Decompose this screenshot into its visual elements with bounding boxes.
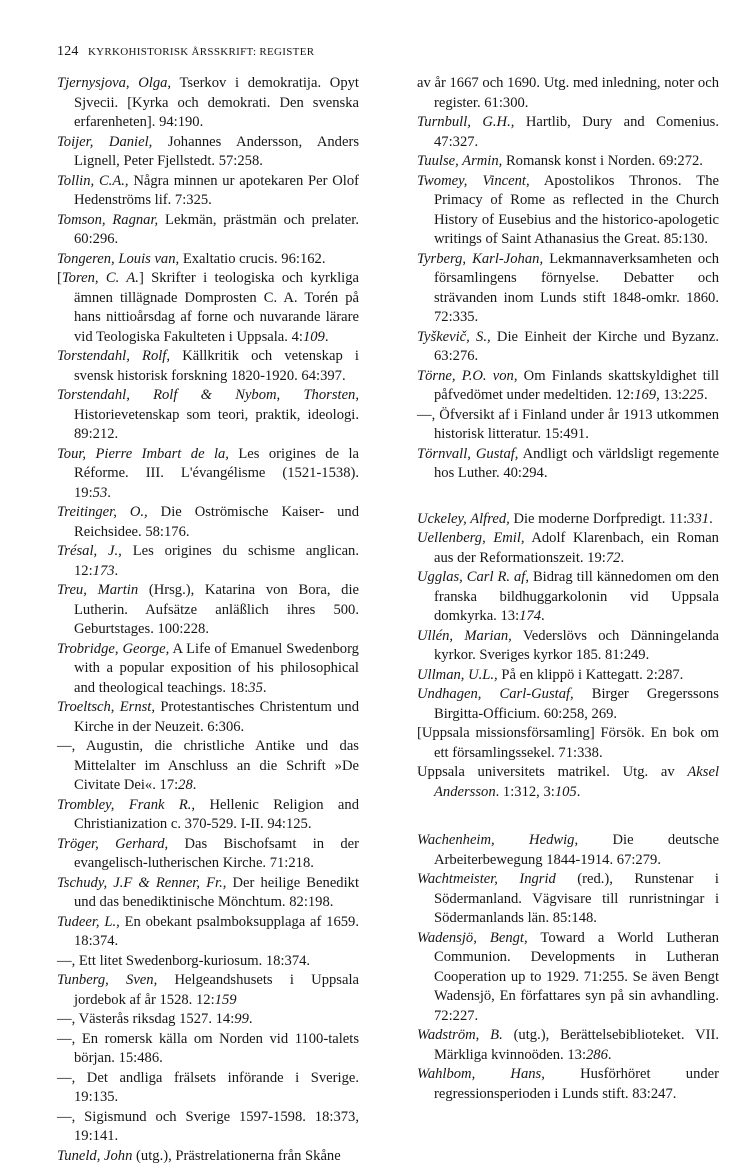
entry-text: —, Augustin, die christliche Antike und das Mittelalter im Anschluss an die Schrift »De Civitate Dei«. 17: [57, 738, 359, 793]
right-column [417, 74, 719, 1104]
index-entry [57, 698, 359, 737]
entry-ref-it: 28 [178, 777, 193, 793]
entry-name: Wachenheim, Hedwig, [417, 832, 578, 848]
entry-name: Torstendahl, Rolf & Nybom, Thorsten, [57, 387, 359, 403]
entry-name: Treitinger, O., [57, 504, 148, 520]
entry-ref-it: Aksel Andersson [434, 764, 719, 800]
entry-text: (utg.), Prästrelationerna från Skåne [132, 1148, 340, 1164]
index-entry [417, 763, 719, 802]
index-entry [417, 328, 719, 367]
entry-text: A Life of Emanuel Swedenborg with a popular exposition of his philosophical and theological teachings. 18: [74, 641, 359, 696]
index-entry [57, 386, 359, 445]
entry-text: Källkritik och vetenskap i svensk historisk forskning 1820-1920. 64:397. [74, 348, 359, 384]
entry-name: Ullén, Marian, [417, 628, 512, 644]
index-entry [57, 952, 359, 972]
entry-name: Tyrberg, Karl-Johan, [417, 251, 543, 267]
entry-name: Törnvall, Gustaf, [417, 446, 518, 462]
entry-ref-it2: 105 [555, 784, 577, 800]
index-entry [57, 971, 359, 1010]
entry-text: Husförhöret under regressionsperioden i Lunds stift. 83:247. [434, 1066, 719, 1102]
entry-name: Tongeren, Louis van, [57, 251, 179, 267]
entry-post: . [704, 387, 708, 403]
index-entry [417, 250, 719, 328]
entry-mid: , 13: [656, 387, 682, 403]
entry-text: Bidrag till kännedomen om den franska bildhuggarkolonin vid Uppsala domkyrka. 13: [434, 569, 719, 624]
index-entry [417, 529, 719, 568]
entry-name: Ullman, U.L., [417, 667, 498, 683]
entry-post: . [608, 1047, 612, 1063]
entry-ref-it: 173 [93, 563, 115, 579]
entry-name: Trésal, J., [57, 543, 122, 559]
index-entry [57, 1108, 359, 1147]
index-entry [57, 250, 359, 270]
entry-post: . [249, 1011, 253, 1027]
index-entry [417, 627, 719, 666]
entry-text: Helgeandshusets i Uppsala jordebok af år 1528. 12: [74, 972, 359, 1008]
entry-text: Vederslövs och Dänningelanda kyrkor. Sveriges kyrkor 185. 81:249. [434, 628, 719, 664]
entry-post: . [577, 784, 581, 800]
entries-t-left [57, 74, 359, 1166]
entry-text: Andligt och världsligt regemente hos Luther. 40:294. [434, 446, 719, 482]
entry-text: Några minnen ur apotekaren Per Olof Hedenströms lif. 7:325. [74, 173, 359, 209]
entry-name: Trobridge, George, [57, 641, 169, 657]
entry-post: . [541, 608, 545, 624]
entry-name: Tollin, C.A., [57, 173, 129, 189]
index-entry [57, 74, 359, 133]
entry-text: Die Oströmische Kaiser- und Reichsidee. 58:176. [74, 504, 359, 540]
index-entry [57, 1030, 359, 1069]
entry-ref-it: 35 [248, 680, 263, 696]
index-entry [57, 874, 359, 913]
entry-text: av år 1667 och 1690. Utg. med inledning, noter och register. 61:300. [417, 75, 719, 111]
index-entry [57, 737, 359, 796]
index-entry [57, 796, 359, 835]
entry-text: Das Bischofsamt in der evangelisch-lutherischen Kirche. 71:218. [74, 836, 359, 872]
index-entry [57, 347, 359, 386]
entry-name: Wahlbom, Hans, [417, 1066, 545, 1082]
entry-text: Birger Gregerssons Birgitta-Officium. 60:258, 269. [434, 686, 719, 722]
index-entry [57, 269, 359, 347]
entry-post: . [107, 485, 111, 501]
entry-text: Om Finlands skattskyldighet till påfvedömet under medeltiden. 12: [434, 368, 719, 404]
entry-ref-it2: 225 [682, 387, 704, 403]
entry-ref-it: 72 [606, 550, 621, 566]
entry-text: —, Öfversikt af i Finland under år 1913 utkommen historisk litteratur. 15:491. [417, 407, 719, 443]
index-entry [417, 929, 719, 1027]
index-entry [417, 870, 719, 929]
entry-name: Tyškevič, S., [417, 329, 491, 345]
entry-ref-it: 169 [634, 387, 656, 403]
index-entry [57, 1069, 359, 1108]
entry-text: Lekmän, prästmän och prelater. 60:296. [74, 212, 359, 248]
index-entry [417, 74, 719, 113]
entry-ref-it: 159 [215, 992, 237, 1008]
index-entry [57, 913, 359, 952]
entries-t-right [417, 74, 719, 484]
index-entry [57, 211, 359, 250]
entry-text: Les origines de la Réforme. III. L'évangélisme (1521-1538). 19: [74, 446, 359, 501]
entry-name: Tjernysjova, Olga, [57, 75, 171, 91]
entry-post: . [709, 511, 713, 527]
entry-text: Apostolikos Thronos. The Primacy of Rome as reflected in the Church History of Eusebius and the historico-apologetic writings of Saint Athanasius the Great. 85:130. [434, 173, 719, 248]
index-entry [57, 503, 359, 542]
entry-text: Romansk konst i Norden. 69:272. [502, 153, 703, 169]
entry-ref-it: 99 [234, 1011, 249, 1027]
section-gap [417, 802, 719, 831]
entry-text: En obekant psalmboksupplaga af 1659. 18:374. [74, 914, 359, 950]
entry-ref-it: 331 [687, 511, 709, 527]
entry-name: Ugglas, Carl R. af, [417, 569, 529, 585]
index-entry [417, 1026, 719, 1065]
entry-name: Tschudy, J.F & Renner, Fr., [57, 875, 226, 891]
entry-name: Tuneld, John [57, 1148, 132, 1164]
entries-u [417, 510, 719, 803]
entry-name: Wadström, B. [417, 1027, 503, 1043]
index-entry [57, 581, 359, 640]
entry-text: Tserkov i demokratija. Opyt Sjvecii. [Kyrka och demokrati. Den svenska erfarenheten]. 94:190. [74, 75, 359, 130]
entry-text: Exaltatio crucis. 96:162. [179, 251, 325, 267]
entry-post: . [115, 563, 119, 579]
entry-text: Protestantisches Christentum und Kirche in der Neuzeit. 6:306. [74, 699, 359, 735]
entry-name: Tröger, Gerhard, [57, 836, 168, 852]
entry-name: Twomey, Vincent, [417, 173, 530, 189]
entry-name: Tudeer, L., [57, 914, 120, 930]
index-entry [417, 113, 719, 152]
entry-text: Hartlib, Dury and Comenius. 47:327. [434, 114, 719, 150]
entry-ref-it: 174 [519, 608, 541, 624]
entry-text: —, Det andliga frälsets införande i Sverige. 19:135. [57, 1070, 359, 1106]
entry-text: Die deutsche Arbeiterbewegung 1844-1914. 67:279. [434, 832, 719, 868]
entry-name: Undhagen, Carl-Gustaf, [417, 686, 574, 702]
entry-ref-it: 53 [93, 485, 108, 501]
index-entry [57, 1010, 359, 1030]
entry-post: . [325, 329, 329, 345]
entry-text: Die Einheit der Kirche und Byzanz. 63:276. [434, 329, 719, 365]
entry-text: —, Sigismund och Sverige 1597-1598. 18:373, 19:141. [57, 1109, 359, 1145]
entry-name: Tuulse, Armin, [417, 153, 502, 169]
entry-name: Toren, C. A. [62, 270, 139, 286]
entry-text: Toward a World Lutheran Communion. Developments in Lutheran Cooperation up to 1929. 71:255. Se även Bengt Wadensjö, En författares syn på sin avhandling. 72:227. [434, 930, 719, 1024]
entry-pre: [ [57, 270, 62, 286]
entry-ref-it: 286 [586, 1047, 608, 1063]
entry-text: Historievetenskap som teori, praktik, ideologi. 89:212. [74, 407, 359, 443]
index-entry [417, 510, 719, 530]
index-entry [417, 172, 719, 250]
entry-text: Uppsala universitets matrikel. Utg. av [417, 764, 687, 780]
entry-post: . [263, 680, 267, 696]
entry-text: Die moderne Dorfpredigt. 11: [510, 511, 687, 527]
index-entry [417, 1065, 719, 1104]
entry-name: Turnbull, G.H., [417, 114, 514, 130]
entry-text: Der heilige Benedikt und das benediktinische Mönchtum. 82:198. [74, 875, 359, 911]
entry-name: Uckeley, Alfred, [417, 511, 510, 527]
index-entry [417, 685, 719, 724]
entry-name: Toijer, Daniel, [57, 134, 152, 150]
entry-text: —, En romersk källa om Norden vid 1100-talets början. 15:486. [57, 1031, 359, 1067]
index-entry [417, 367, 719, 406]
entry-name: Tunberg, Sven, [57, 972, 157, 988]
index-entry [417, 406, 719, 445]
entry-text: —, Ett litet Swedenborg-kuriosum. 18:374. [57, 953, 310, 969]
entry-text: Johannes Andersson, Anders Lignell, Peter Fjellstedt. 57:258. [74, 134, 359, 170]
entry-text: (Hrsg.), Katarina von Bora, die Lutherin. Aufsätze anläßlich ihres 500. Geburtstages. 100:228. [74, 582, 359, 637]
entry-text: På en klippö i Kattegatt. 2:287. [498, 667, 684, 683]
entry-post: . [620, 550, 624, 566]
entry-text: Adolf Klarenbach, ein Roman aus der Reformationszeit. 19: [434, 530, 719, 566]
entry-ref-it: 109 [303, 329, 325, 345]
entry-text: Hellenic Religion and Christianization c. 370-529. I-II. 94:125. [74, 797, 359, 833]
entry-post: . [193, 777, 197, 793]
index-entry [417, 445, 719, 484]
entry-name: Wadensjö, Bengt, [417, 930, 528, 946]
running-title: KYRKOHISTORISK ÅRSSKRIFT: REGISTER [88, 46, 314, 58]
entries-w [417, 831, 719, 1104]
index-entry [57, 835, 359, 874]
entry-name: Tomson, Ragnar, [57, 212, 158, 228]
entry-name: Törne, P.O. von, [417, 368, 517, 384]
entry-text: ] Skrifter i teologiska och kyrkliga ämnen tillägnade Domprosten C. A. Torén på hans nittioårsdag af forne och nuvarande lärare vid Teologiska Fakulteten i Uppsala. 4: [74, 270, 359, 345]
page-header [57, 44, 314, 60]
index-entry [417, 152, 719, 172]
entry-text: —, Västerås riksdag 1527. 14: [57, 1011, 234, 1027]
entry-text: Les origines du schisme anglican. 12: [74, 543, 359, 579]
entry-mid: . 1:312, 3: [496, 784, 555, 800]
index-entry [417, 724, 719, 763]
index-entry [417, 666, 719, 686]
entry-name: Wachtmeister, Ingrid [417, 871, 556, 887]
entry-text: Lekmannaverksamheten och församlingens förnyelse. Debatter och strävanden inom Lunds stift 1848-omkr. 1860. 72:335. [434, 251, 719, 326]
entry-text: (red.), Runstenar i Södermanland. Vägvisare till runristningar i Södermanlands län. 85:148. [434, 871, 719, 926]
index-entry [57, 1147, 359, 1166]
index-entry [417, 831, 719, 870]
index-entry [57, 640, 359, 699]
index-entry [417, 568, 719, 627]
page-number: 124 [57, 44, 79, 59]
entry-name: Treu, Martin [57, 582, 138, 598]
entry-name: Tour, Pierre Imbart de la, [57, 446, 229, 462]
section-gap [417, 484, 719, 510]
index-entry [57, 133, 359, 172]
entry-name: Troeltsch, Ernst, [57, 699, 155, 715]
entry-text: (utg.), Berättelsebiblioteket. VII. Märkliga kvinnoöden. 13: [434, 1027, 719, 1063]
entry-name: Uellenberg, Emil, [417, 530, 525, 546]
index-entry [57, 445, 359, 504]
entry-name: Trombley, Frank R., [57, 797, 195, 813]
entry-text: [Uppsala missionsförsamling] Försök. En bok om ett församlingssekel. 71:338. [417, 725, 719, 761]
entry-name: Torstendahl, Rolf, [57, 348, 170, 364]
left-column [57, 74, 359, 1166]
index-entry [57, 172, 359, 211]
index-entry [57, 542, 359, 581]
